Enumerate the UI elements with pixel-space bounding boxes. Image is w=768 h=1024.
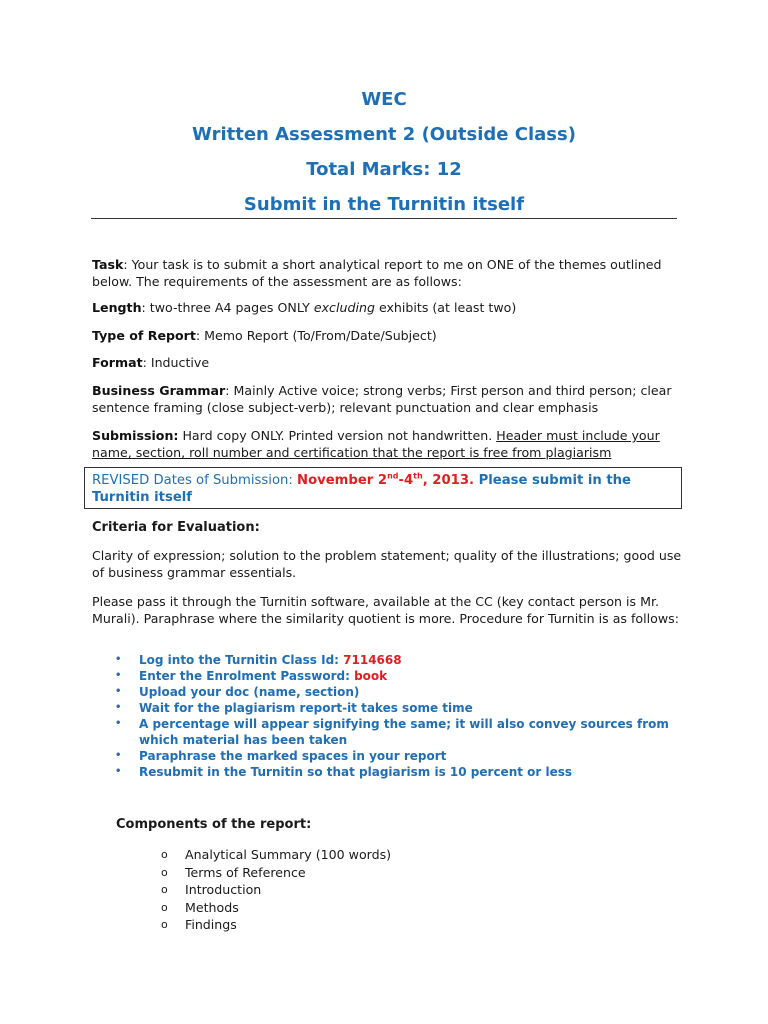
bullet-icon: • [115,702,122,713]
length-text-after: exhibits (at least two) [374,300,517,315]
length-text-before: : two-three A4 pages ONLY [141,300,314,315]
revised-dates-label: REVISED Dates of Submission: [92,473,298,488]
step-text: Log into the Turnitin Class Id: [139,653,344,667]
length-emphasis: excluding [313,300,375,315]
revised-date-sup-nd: nd [387,471,399,481]
revised-dates-text [92,472,672,506]
type-of-report-paragraph [92,327,692,344]
list-item [161,916,391,934]
task-paragraph [92,256,692,290]
bullet-icon: • [115,670,122,681]
doc-header-marks: Total Marks: 12 [306,159,462,180]
class-id-value: 7114668 [343,653,402,667]
list-item [112,652,672,668]
list-item [161,881,391,899]
turnitin-intro: Please pass it through the Turnitin software, available at the CC (key contact person is Mr. Murali). Paraphrase where the similarity quotient is more. Procedure for Turnitin is as follows: [92,594,679,626]
task-label: Task [92,257,124,272]
component-label: Analytical Summary (100 words) [185,847,392,862]
list-item [112,764,672,780]
format-text: : Inductive [142,355,210,370]
format-label: Format [92,355,143,370]
submission-label: Submission: [92,428,179,443]
step-text: Paraphrase the marked spaces in your report [139,749,447,763]
component-label: Findings [185,917,237,932]
list-item [161,846,391,864]
component-label: Introduction [185,882,262,897]
component-label: Terms of Reference [185,864,306,880]
bullet-icon: • [115,718,122,729]
type-of-report-text: : Memo Report (To/From/Date/Subject) [195,328,437,343]
format-paragraph [92,354,692,371]
header-divider [91,218,677,219]
length-label: Length [92,300,142,315]
list-item [161,899,391,917]
bullet-icon: • [115,766,122,777]
revised-date-sup-th: th [413,471,423,481]
step-text: A percentage will appear signifying the same; it will also convey sources from which material has been taken [139,717,669,747]
circle-bullet-icon: o [161,918,168,931]
circle-bullet-icon: o [161,900,168,914]
bullet-icon: • [115,654,122,665]
type-of-report-label: Type of Report [92,328,196,343]
doc-header-wec: WEC [361,89,407,110]
business-grammar-text: : Mainly Active voice; strong verbs; First person and third person; clear sentence framing (close subject-verb); relevant punctuation and clear emphasis [92,383,672,415]
business-grammar-paragraph [92,382,692,416]
circle-bullet-icon: o [161,848,168,861]
list-item [112,668,672,684]
list-item [112,700,672,716]
list-item [112,684,672,700]
submission-underlined: Header must include your name, section, roll number and certification that the report is free from plagiarism [92,428,660,460]
doc-header-submit: Submit in the Turnitin itself [243,194,525,215]
revised-date-start: November 2 [297,473,388,488]
list-item [112,748,672,764]
task-text: : Your task is to submit a short analytical report to me on ONE of the themes outlined below. The requirements of the assessment are as follows: [92,257,662,289]
circle-bullet-icon: o [161,883,168,896]
password-value: book [354,669,388,683]
list-item [161,864,391,882]
step-text: Wait for the plagiarism report-it takes some time [139,701,473,715]
component-label: Methods [185,899,239,915]
revised-dates-note: Please submit in the Turnitin itself [92,473,631,505]
criteria-title: Criteria for Evaluation: [92,520,260,535]
circle-bullet-icon: o [161,865,168,879]
list-item [112,716,672,748]
length-paragraph [92,299,692,316]
turnitin-procedure-list [112,652,672,780]
step-text: Resubmit in the Turnitin so that plagiarism is 10 percent or less [139,765,573,779]
criteria-text: Clarity of expression; solution to the problem statement; quality of the illustrations; good use of business grammar essentials. [92,548,682,580]
components-title: Components of the report: [116,817,312,832]
step-text: Upload your doc (name, section) [139,685,360,699]
components-list [161,846,391,934]
submission-text: Hard copy ONLY. Printed version not handwritten. [178,428,497,443]
doc-header-title: Written Assessment 2 (Outside Class) [192,124,576,145]
submission-paragraph [92,427,692,461]
business-grammar-label: Business Grammar [92,383,226,398]
revised-date-year: , 2013. [422,473,475,488]
revised-date-dash: -4 [398,473,414,488]
bullet-icon: • [115,686,122,697]
step-text: Enter the Enrolment Password: [139,669,355,683]
bullet-icon: • [115,750,122,761]
